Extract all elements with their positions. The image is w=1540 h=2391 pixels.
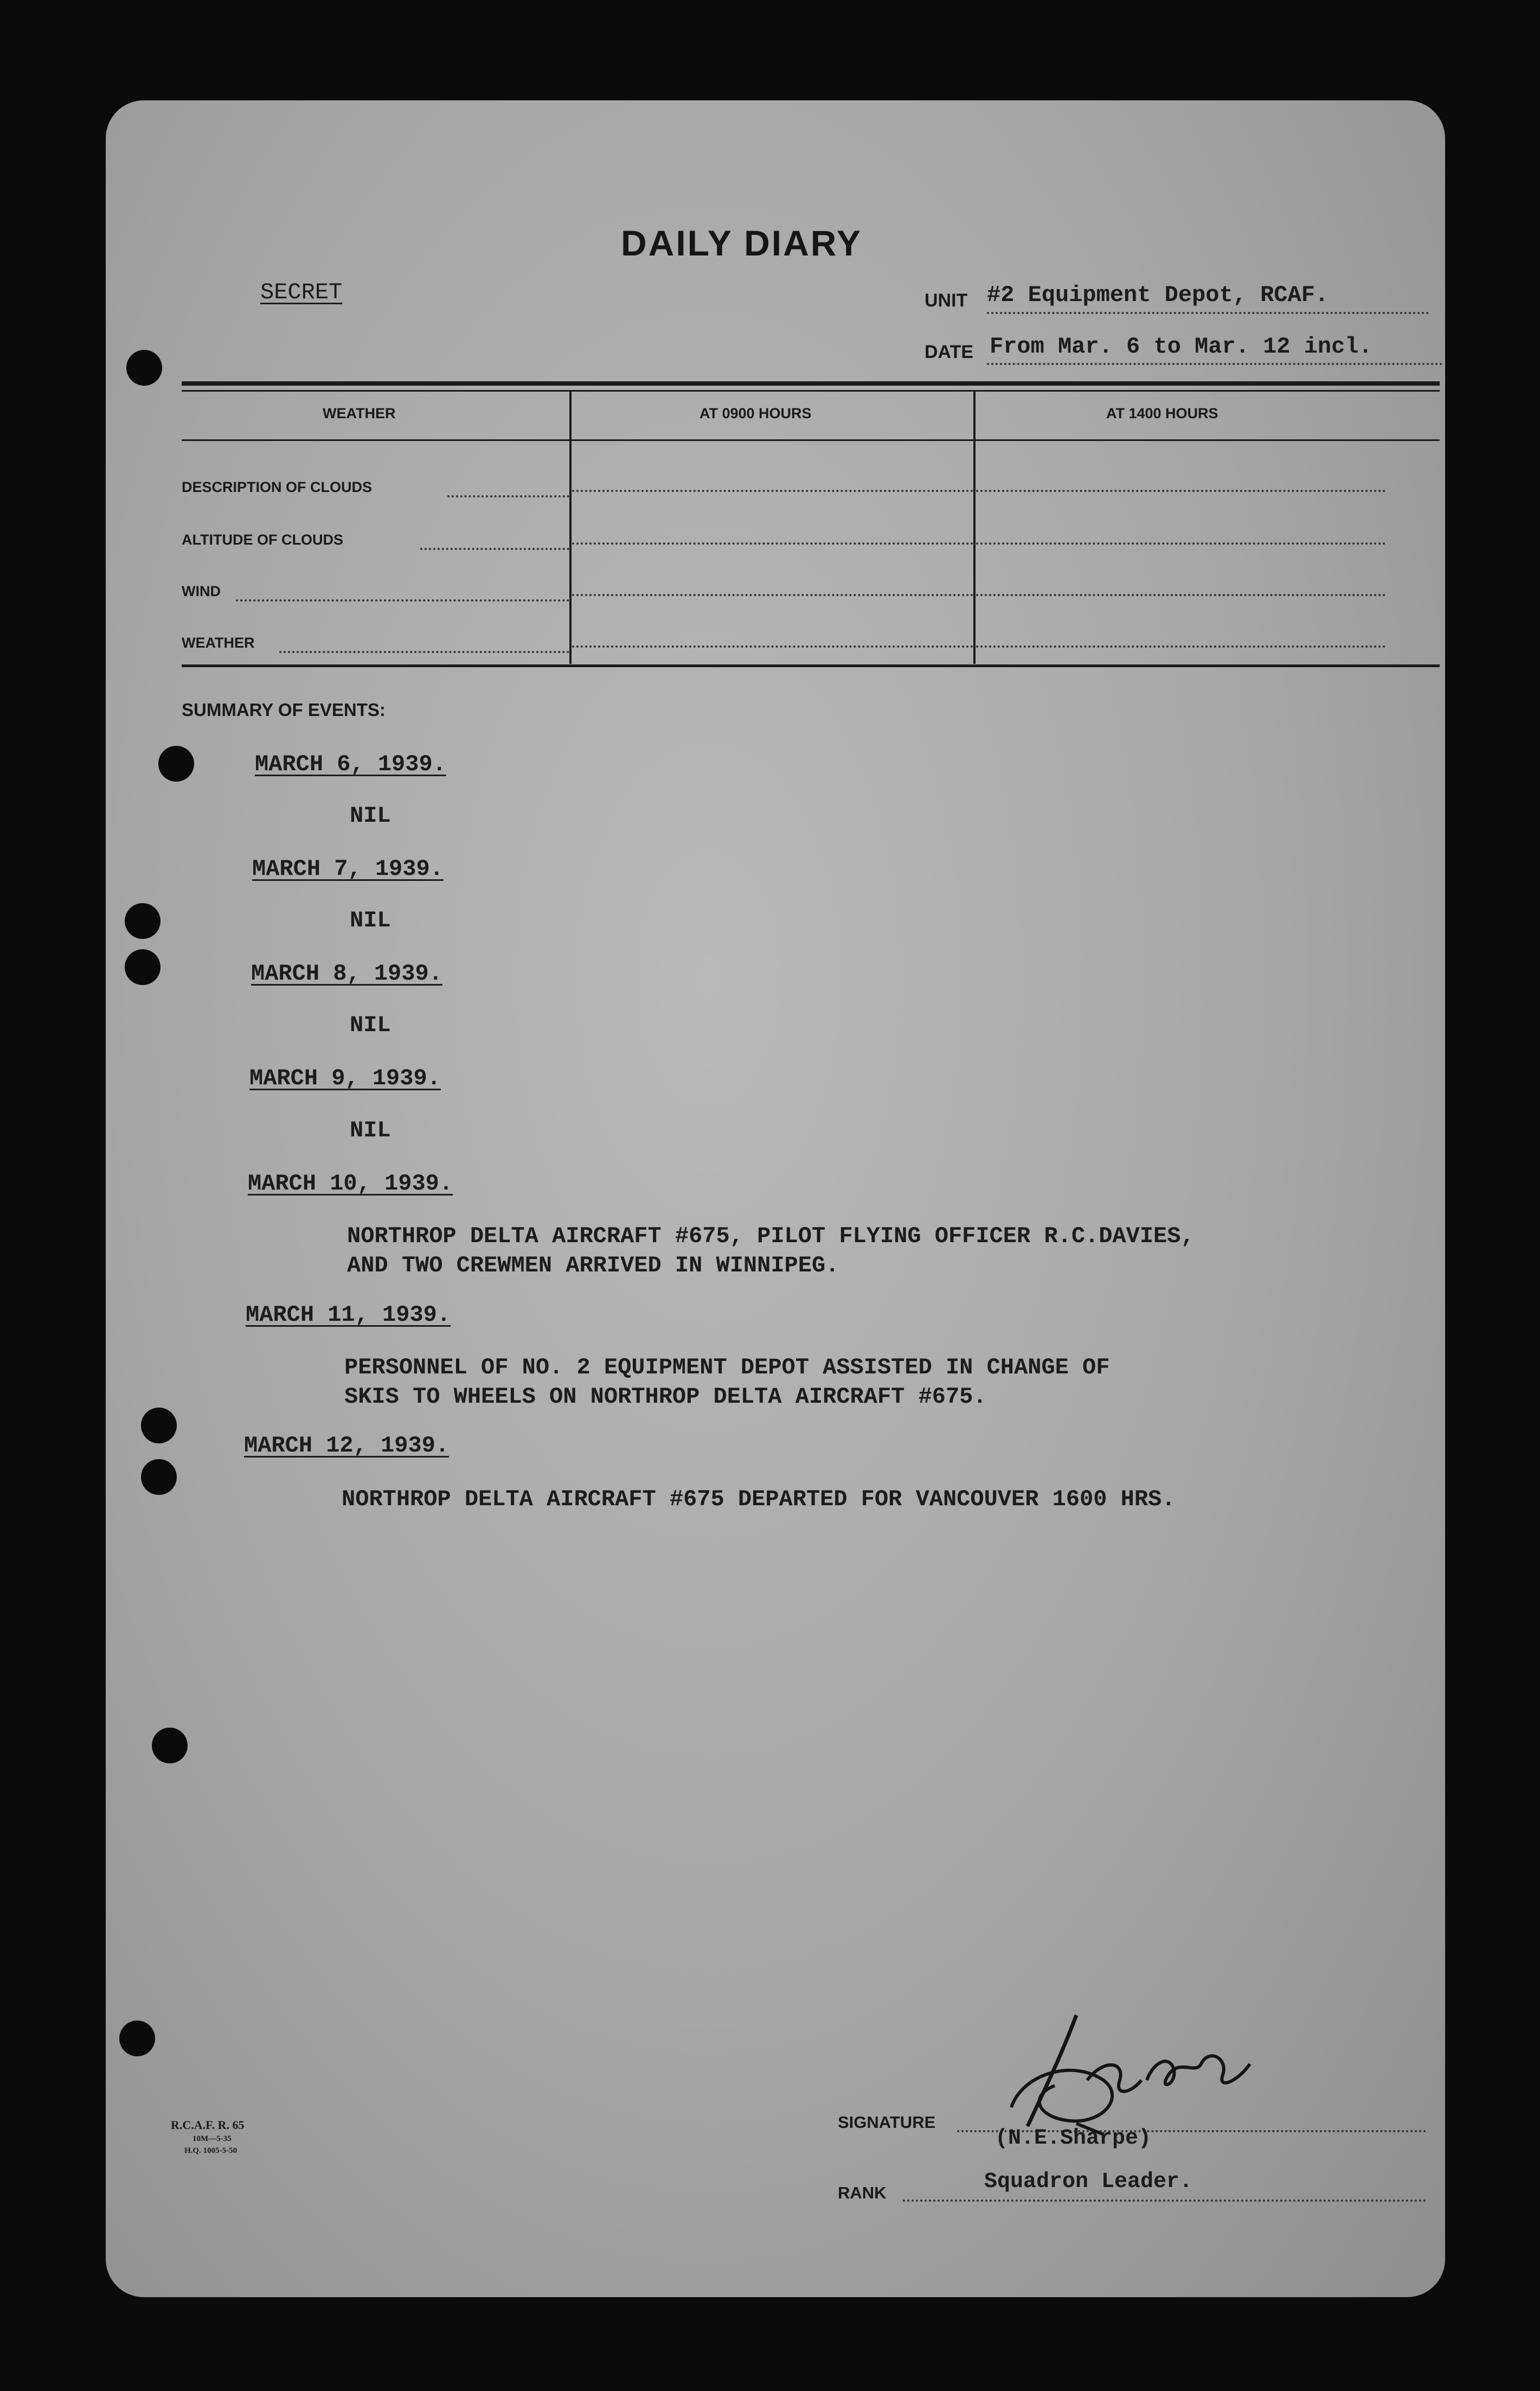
table-divider bbox=[973, 390, 976, 664]
entry-date: MARCH 6, 1939. bbox=[255, 751, 446, 777]
row-label-wind: WIND bbox=[182, 583, 221, 599]
unit-value: #2 Equipment Depot, RCAF. bbox=[987, 282, 1329, 308]
signature-name: (N.E.Sharpe) bbox=[995, 2126, 1152, 2151]
row-dotted-line bbox=[236, 599, 569, 602]
row-dotted-line bbox=[572, 594, 973, 596]
form-number-line2: 10M—5-35 bbox=[193, 2134, 232, 2143]
row-dotted-line bbox=[572, 490, 973, 492]
row-dotted-line bbox=[420, 548, 569, 550]
table-top-rule bbox=[182, 381, 1440, 386]
unit-label: UNIT bbox=[925, 290, 968, 311]
date-dotted-line bbox=[987, 363, 1442, 365]
date-value: From Mar. 6 to Mar. 12 incl. bbox=[990, 334, 1372, 360]
entry-text: NIL bbox=[350, 1117, 391, 1143]
diary-page bbox=[106, 100, 1445, 2297]
row-dotted-line bbox=[572, 542, 973, 545]
page-title: DAILY DIARY bbox=[621, 223, 862, 263]
col-header-0900: AT 0900 HOURS bbox=[700, 405, 812, 421]
table-divider bbox=[569, 390, 572, 664]
entry-text: NIL bbox=[350, 907, 391, 934]
entry-date: MARCH 11, 1939. bbox=[246, 1302, 451, 1328]
entry-date: MARCH 7, 1939. bbox=[252, 856, 444, 882]
form-number-line3: H.Q. 1005-5-50 bbox=[184, 2146, 238, 2155]
punch-hole bbox=[125, 949, 161, 985]
entry-text: NIL bbox=[350, 1012, 391, 1038]
punch-hole bbox=[126, 350, 162, 386]
table-top-rule-thin bbox=[182, 390, 1440, 392]
entry-text: NIL bbox=[350, 803, 391, 829]
col-header-weather: WEATHER bbox=[323, 405, 396, 421]
punch-hole bbox=[125, 903, 161, 939]
entry-date: MARCH 9, 1939. bbox=[249, 1065, 441, 1091]
form-number: R.C.A.F. R. 65 bbox=[171, 2118, 245, 2132]
signature-mark bbox=[995, 1999, 1277, 2140]
row-label-weather: WEATHER bbox=[182, 635, 255, 651]
date-label: DATE bbox=[925, 342, 974, 362]
entry-text: SKIS TO WHEELS ON NORTHROP DELTA AIRCRAFT #675. bbox=[344, 1384, 987, 1410]
rank-value: Squadron Leader. bbox=[984, 2170, 1193, 2194]
row-dotted-line bbox=[976, 645, 1385, 648]
entry-date: MARCH 12, 1939. bbox=[244, 1433, 450, 1459]
row-label-description-of-clouds: DESCRIPTION OF CLOUDS bbox=[182, 479, 373, 495]
row-dotted-line bbox=[572, 645, 973, 648]
row-dotted-line bbox=[279, 651, 569, 653]
punch-hole bbox=[119, 2021, 155, 2056]
row-dotted-line bbox=[976, 594, 1385, 596]
row-label-altitude-of-clouds: ALTITUDE OF CLOUDS bbox=[182, 532, 343, 548]
unit-dotted-line bbox=[987, 312, 1429, 314]
table-bottom-rule bbox=[182, 664, 1440, 667]
entry-text: AND TWO CREWMEN ARRIVED IN WINNIPEG. bbox=[347, 1252, 839, 1278]
row-dotted-line bbox=[447, 495, 569, 497]
col-header-1400: AT 1400 HOURS bbox=[1106, 405, 1218, 421]
entry-date: MARCH 10, 1939. bbox=[248, 1171, 453, 1197]
rank-label: RANK bbox=[838, 2183, 887, 2202]
table-header-rule bbox=[182, 439, 1440, 441]
entry-date: MARCH 8, 1939. bbox=[251, 961, 442, 987]
row-dotted-line bbox=[976, 542, 1385, 545]
entry-text: NORTHROP DELTA AIRCRAFT #675, PILOT FLYING OFFICER R.C.DAVIES, bbox=[347, 1223, 1195, 1249]
signature-label: SIGNATURE bbox=[838, 2113, 936, 2132]
punch-hole bbox=[141, 1459, 177, 1495]
summary-heading: SUMMARY OF EVENTS: bbox=[182, 700, 386, 720]
entry-text: NORTHROP DELTA AIRCRAFT #675 DEPARTED FOR VANCOUVER 1600 HRS. bbox=[342, 1486, 1176, 1512]
rank-dotted-line bbox=[903, 2200, 1426, 2202]
classification-label: SECRET bbox=[260, 279, 343, 305]
row-dotted-line bbox=[976, 490, 1385, 492]
punch-hole bbox=[152, 1728, 188, 1763]
punch-hole bbox=[141, 1408, 177, 1443]
punch-hole bbox=[158, 746, 194, 782]
entry-text: PERSONNEL OF NO. 2 EQUIPMENT DEPOT ASSISTED IN CHANGE OF bbox=[344, 1354, 1110, 1380]
